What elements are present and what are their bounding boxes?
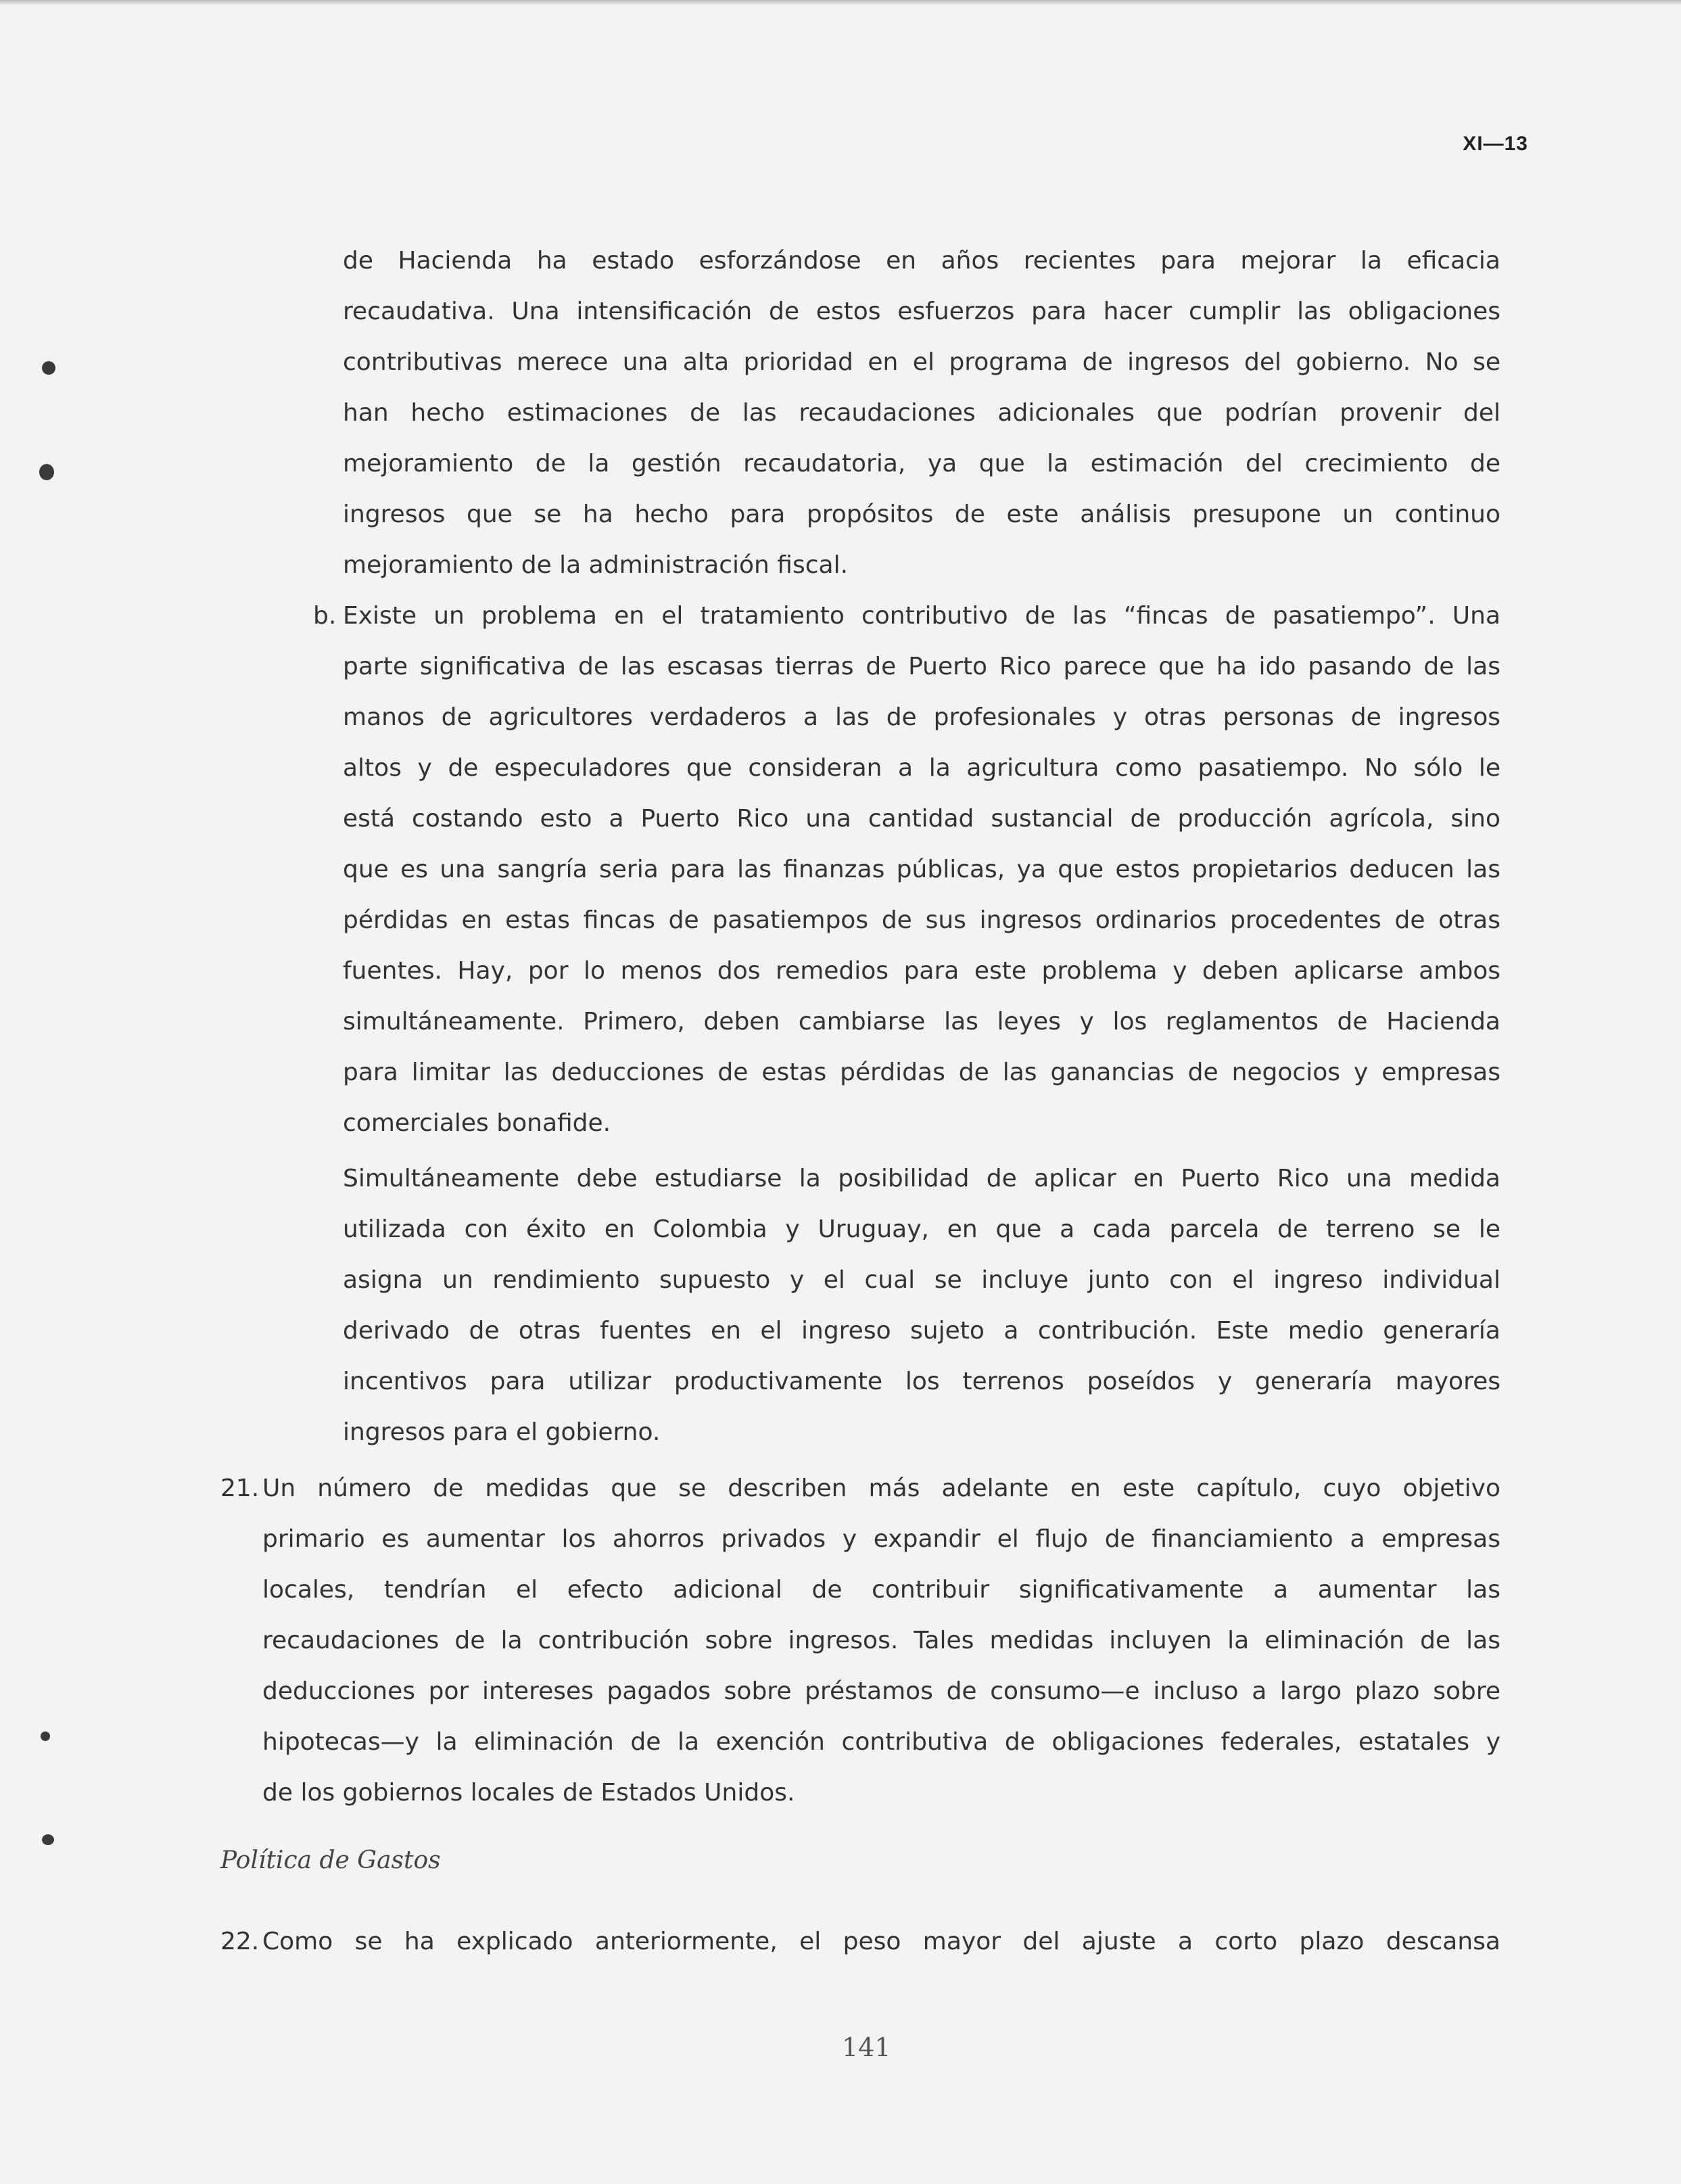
text-line: asigna un rendimiento supuesto y el cual se incluye junto con el ingreso individual <box>343 1266 1500 1294</box>
punch-hole-mark <box>42 1834 54 1845</box>
text-line: utilizada con éxito en Colombia y Uruguay, en que a cada parcela de terreno se le <box>343 1215 1500 1243</box>
section-heading: Política de Gastos <box>220 1846 441 1874</box>
text-line: de los gobiernos locales de Estados Unidos. <box>262 1779 795 1807</box>
text-line: parte significativa de las escasas tierras de Puerto Rico parece que ha ido pasando de las <box>343 653 1500 680</box>
text-line: pérdidas en estas fincas de pasatiempos de sus ingresos ordinarios procedentes de otras <box>343 906 1500 934</box>
text-line: comerciales bonafide. <box>343 1109 611 1137</box>
page-top-edge <box>0 0 1681 5</box>
punch-hole-mark <box>39 464 54 480</box>
text-line: de Hacienda ha estado esforzándose en años recientes para mejorar la eficacia <box>343 247 1500 275</box>
paragraph-22 <box>262 1916 1500 1967</box>
text-line: para limitar las deducciones de estas pérdidas de las ganancias de negocios y empresas <box>343 1059 1500 1086</box>
text-line: deducciones por intereses pagados sobre préstamos de consumo—e incluso a largo plazo sobre <box>262 1677 1500 1705</box>
text-line: Un número de medidas que se describen más adelante en este capítulo, cuyo objetivo <box>262 1474 1500 1502</box>
text-line: mejoramiento de la administración fiscal. <box>343 551 849 579</box>
text-line: recaudaciones de la contribución sobre ingresos. Tales medidas incluyen la eliminación de las <box>262 1627 1500 1654</box>
text-line: recaudativa. Una intensificación de estos esfuerzos para hacer cumplir las obligaciones <box>343 298 1500 325</box>
text-line: derivado de otras fuentes en el ingreso sujeto a contribución. Este medio generaría <box>343 1317 1500 1345</box>
paragraph-21 <box>262 1463 1500 1818</box>
text-line: locales, tendrían el efecto adicional de contribuir significativamente a aumentar las <box>262 1576 1500 1604</box>
text-line: Como se ha explicado anteriormente, el peso mayor del ajuste a corto plazo descansa <box>262 1928 1500 1955</box>
item-label-b: b. <box>313 602 337 630</box>
text-line: mejoramiento de la gestión recaudatoria, ya que la estimación del crecimiento de <box>343 450 1500 478</box>
punch-hole-mark <box>42 361 55 375</box>
text-line: está costando esto a Puerto Rico una cantidad sustancial de producción agrícola, sino <box>343 805 1500 833</box>
text-line: simultáneamente. Primero, deben cambiarse las leyes y los reglamentos de Hacienda <box>343 1008 1500 1036</box>
text-line: Simultáneamente debe estudiarse la posibilidad de aplicar en Puerto Rico una medida <box>343 1165 1500 1192</box>
text-line: primario es aumentar los ahorros privados y expandir el flujo de financiamiento a empresas <box>262 1525 1500 1553</box>
text-line: manos de agricultores verdaderos a las de profesionales y otras personas de ingresos <box>343 703 1500 731</box>
text-line: que es una sangría seria para las finanzas públicas, ya que estos propietarios deducen las <box>343 856 1500 883</box>
chapter-page-id: XI—13 <box>1463 133 1528 155</box>
text-line: altos y de especuladores que consideran a la agricultura como pasatiempo. No sólo le <box>343 754 1500 782</box>
text-line: Existe un problema en el tratamiento contributivo de las “fincas de pasatiempo”. Una <box>343 602 1500 630</box>
text-line: han hecho estimaciones de las recaudaciones adicionales que podrían provenir del <box>343 399 1500 427</box>
item-label-21: 21. <box>220 1474 260 1502</box>
paragraph-continuation <box>343 235 1500 590</box>
text-line: fuentes. Hay, por lo menos dos remedios para este problema y deben aplicarse ambos <box>343 957 1500 985</box>
text-line: incentivos para utilizar productivamente los terrenos poseídos y generaría mayores <box>343 1368 1500 1395</box>
paragraph-b <box>343 590 1500 1148</box>
paragraph-b-second <box>343 1153 1500 1458</box>
page-number: 141 <box>842 2032 891 2062</box>
text-line: ingresos que se ha hecho para propósitos de este análisis presupone un continuo <box>343 501 1500 528</box>
punch-hole-mark <box>41 1732 50 1741</box>
item-label-22: 22. <box>220 1928 260 1955</box>
text-line: contributivas merece una alta prioridad en el programa de ingresos del gobierno. No se <box>343 348 1500 376</box>
text-line: hipotecas—y la eliminación de la exención contributiva de obligaciones federales, estatales y <box>262 1728 1500 1756</box>
text-line: ingresos para el gobierno. <box>343 1418 661 1446</box>
